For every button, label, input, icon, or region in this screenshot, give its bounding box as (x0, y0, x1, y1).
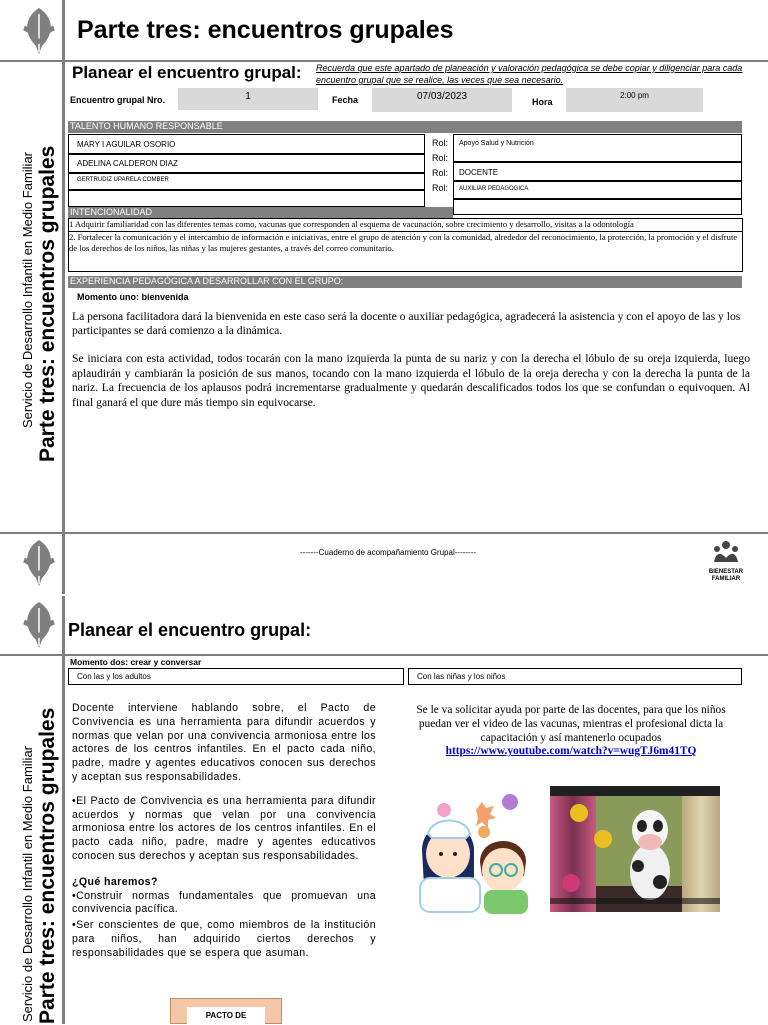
person-row[interactable] (68, 154, 425, 173)
family-logo-icon (711, 540, 741, 564)
cow-puppet-icon (620, 802, 680, 902)
leaf-icon (18, 6, 60, 56)
ninos-text: Se le va solicitar ayuda por parte de las docentes, para que los niños puedan ver el video de las vacunas, mientras el profesional dicta la capacitación y así mantenerlo ocupados (416, 704, 726, 744)
divider (0, 654, 768, 656)
role-value: DOCENTE (459, 168, 499, 177)
experiencia-header: EXPERIENCIA PEDAGÓGICA A DESARROLLAR CON EL GRUPO: (68, 276, 742, 288)
video-top-bar (550, 786, 720, 796)
paragraph: Se iniciara con esta actividad, todos tocarán con la mano izquierda la punta de su nariz y con la derecha el lóbulo de su oreja izquierda, luego aplaudirán y cambiarán la posición de sus manos, tocando con la mano izquierda el lóbulo de la oreja derecha y con la derecha la punta de la nariz. La frecuencia de los aplausos podrá incrementarse gradualmente y quedarán descalificados todos los que se confundan o equivoquen. Al final ganará el que dure más tiempo sin equivocarse. (72, 352, 750, 409)
side-service-label: Servicio de Desarrollo Infantil en Medio Familiar (20, 151, 35, 428)
page1-logo-area (0, 0, 62, 60)
intencionalidad-header: INTENCIONALIDAD (68, 207, 453, 218)
adultos-text (72, 702, 376, 961)
role-cell[interactable] (453, 181, 742, 199)
paragraph: Docente interviene hablando sobre, el Pacto de Convivencia es una herramienta para difundir acuerdos y normas que velan por una convivencia armoniosa entre los actores de los centros infantiles. En el pacto cada niño, padre, madre y agentes educativos conocen sus derechos y aceptan sus responsabilidades. (72, 702, 376, 783)
section-heading: Planear el encuentro grupal: (68, 620, 312, 640)
page-title: Parte tres: encuentros grupales (77, 16, 454, 44)
encuentro-field[interactable] (178, 88, 318, 110)
instruction-note: Recuerda que este apartado de planeación y valoración pedagógica se debe copiar y diligenciar para cada encuentro grupal que se realice, las veces que sea necesario. (316, 63, 743, 85)
hora-value: 2:00 pm (620, 91, 649, 100)
encuentro-value: 1 (245, 91, 251, 102)
divider (0, 532, 768, 534)
column-header-adultos (68, 668, 404, 685)
bienestar-logo (704, 540, 748, 588)
divider (62, 596, 65, 654)
bullet-item: •Construir normas fundamentales que promuevan una convivencia pacífica. (72, 889, 376, 916)
person-name (69, 191, 424, 194)
intencionalidad-item: 2. Fortalecer la comunicación y el intercambio de información e iniciativas, entre el grupo de atención y con la comunidad, alrededor del reconocimiento, la protección, la promoción y el disfrute de los derechos de los niños, las niñas y las mujeres gestantes, a través del correo comunitario. (69, 231, 738, 253)
role-cell[interactable] (453, 199, 742, 215)
rol-label: Rol: (432, 153, 449, 163)
rol-label: Rol: (432, 183, 449, 193)
pacto-label: PACTO DE (187, 1007, 265, 1025)
fecha-value: 07/03/2023 (416, 91, 468, 102)
bullet-item: •Ser conscientes de que, como miembros de la institución para niños, han adquirido ciertos derechos y responsabilidades que se espera que asuman. (72, 919, 376, 959)
role-value: Apoyo Salud y Nutrición (459, 140, 534, 147)
rol-label: Rol: (432, 138, 449, 148)
fecha-label: Fecha (332, 95, 359, 105)
column-header-ninos (408, 668, 742, 685)
subheading: ¿Qué haremos? (72, 875, 158, 888)
person-row[interactable] (68, 173, 425, 190)
role-cell[interactable] (453, 134, 742, 162)
fecha-field[interactable] (372, 88, 512, 112)
column-header-label: Con las y los adultos (77, 672, 151, 681)
section-heading: Planear el encuentro grupal: (72, 63, 302, 82)
footer-text: -------Cuaderno de acompañamiento Grupal-------- (300, 548, 477, 557)
video-thumbnail[interactable] (550, 786, 720, 912)
logo-text: FAMILIAR (711, 576, 741, 582)
column-header-label: Con las niñas y los niños (417, 672, 506, 681)
divider (62, 534, 65, 594)
logo-text: BIENESTAR (708, 569, 744, 575)
side-section-label: Parte tres: encuentros grupales (36, 145, 59, 462)
momento-uno-label: Momento uno: bienvenida (77, 292, 189, 302)
divider (62, 62, 65, 532)
paragraph: •El Pacto de Convivencia es una herramienta para difundir acuerdos y normas que velan por una convivencia armoniosa entre los actores de los centros infantiles. En el pacto cada niño, padre, madre y agentes educativos conocen sus derechos y aceptan sus responsabilidades. (72, 794, 376, 862)
person-name: GERTRUDIZ UPARELA COMBER (77, 177, 169, 183)
hora-label: Hora (532, 97, 553, 107)
side-service-label: Servicio de Desarrollo Infantil en Medio Familiar (20, 745, 35, 1022)
role-cell[interactable] (453, 162, 742, 181)
person-row[interactable] (68, 190, 425, 207)
person-name: MARY I AGUILAR OSORIO (77, 140, 176, 149)
momento-dos-label: Momento dos: crear y conversar (70, 657, 202, 667)
number-badge (594, 830, 612, 848)
divider (62, 656, 65, 1024)
talento-header: TALENTO HUMANO RESPONSABLE (68, 121, 742, 133)
video-caption-bar (550, 898, 720, 904)
pacto-card (170, 998, 282, 1024)
person-name: ADELINA CALDERON DIAZ (77, 159, 178, 168)
intencionalidad-item: 1 Adquirir familiaridad con las diferentes temas como, vacunas que corresponden al esquema de vacunación, sobre crecimiento y desarrollo, visitas a la odontología (69, 219, 634, 229)
video-link[interactable]: https://www.youtube.com/watch?v=wugTJ6m41TQ (445, 745, 697, 757)
curtain-right (682, 796, 720, 912)
person-row[interactable] (68, 134, 425, 154)
vaccination-illustration (414, 790, 538, 914)
role-value: AUXILIAR PEDAGOGICA (459, 186, 529, 192)
number-badge (570, 804, 588, 822)
encuentro-label: Encuentro grupal Nro. (70, 95, 166, 105)
hora-field[interactable] (566, 88, 703, 112)
side-section-label: Parte tres: encuentros grupales (36, 707, 59, 1024)
leaf-icon (18, 538, 60, 588)
divider (62, 0, 65, 60)
paragraph: La persona facilitadora dará la bienvenida en este caso será la docente o auxiliar pedagógica, agradecerá la asistencia y con el apoyo de las y los participantes se dará comienzo a la dinámica. (72, 310, 741, 337)
number-badge (562, 874, 580, 892)
rol-label: Rol: (432, 168, 449, 178)
intencionalidad-box (68, 218, 743, 272)
leaf-icon (18, 600, 60, 650)
